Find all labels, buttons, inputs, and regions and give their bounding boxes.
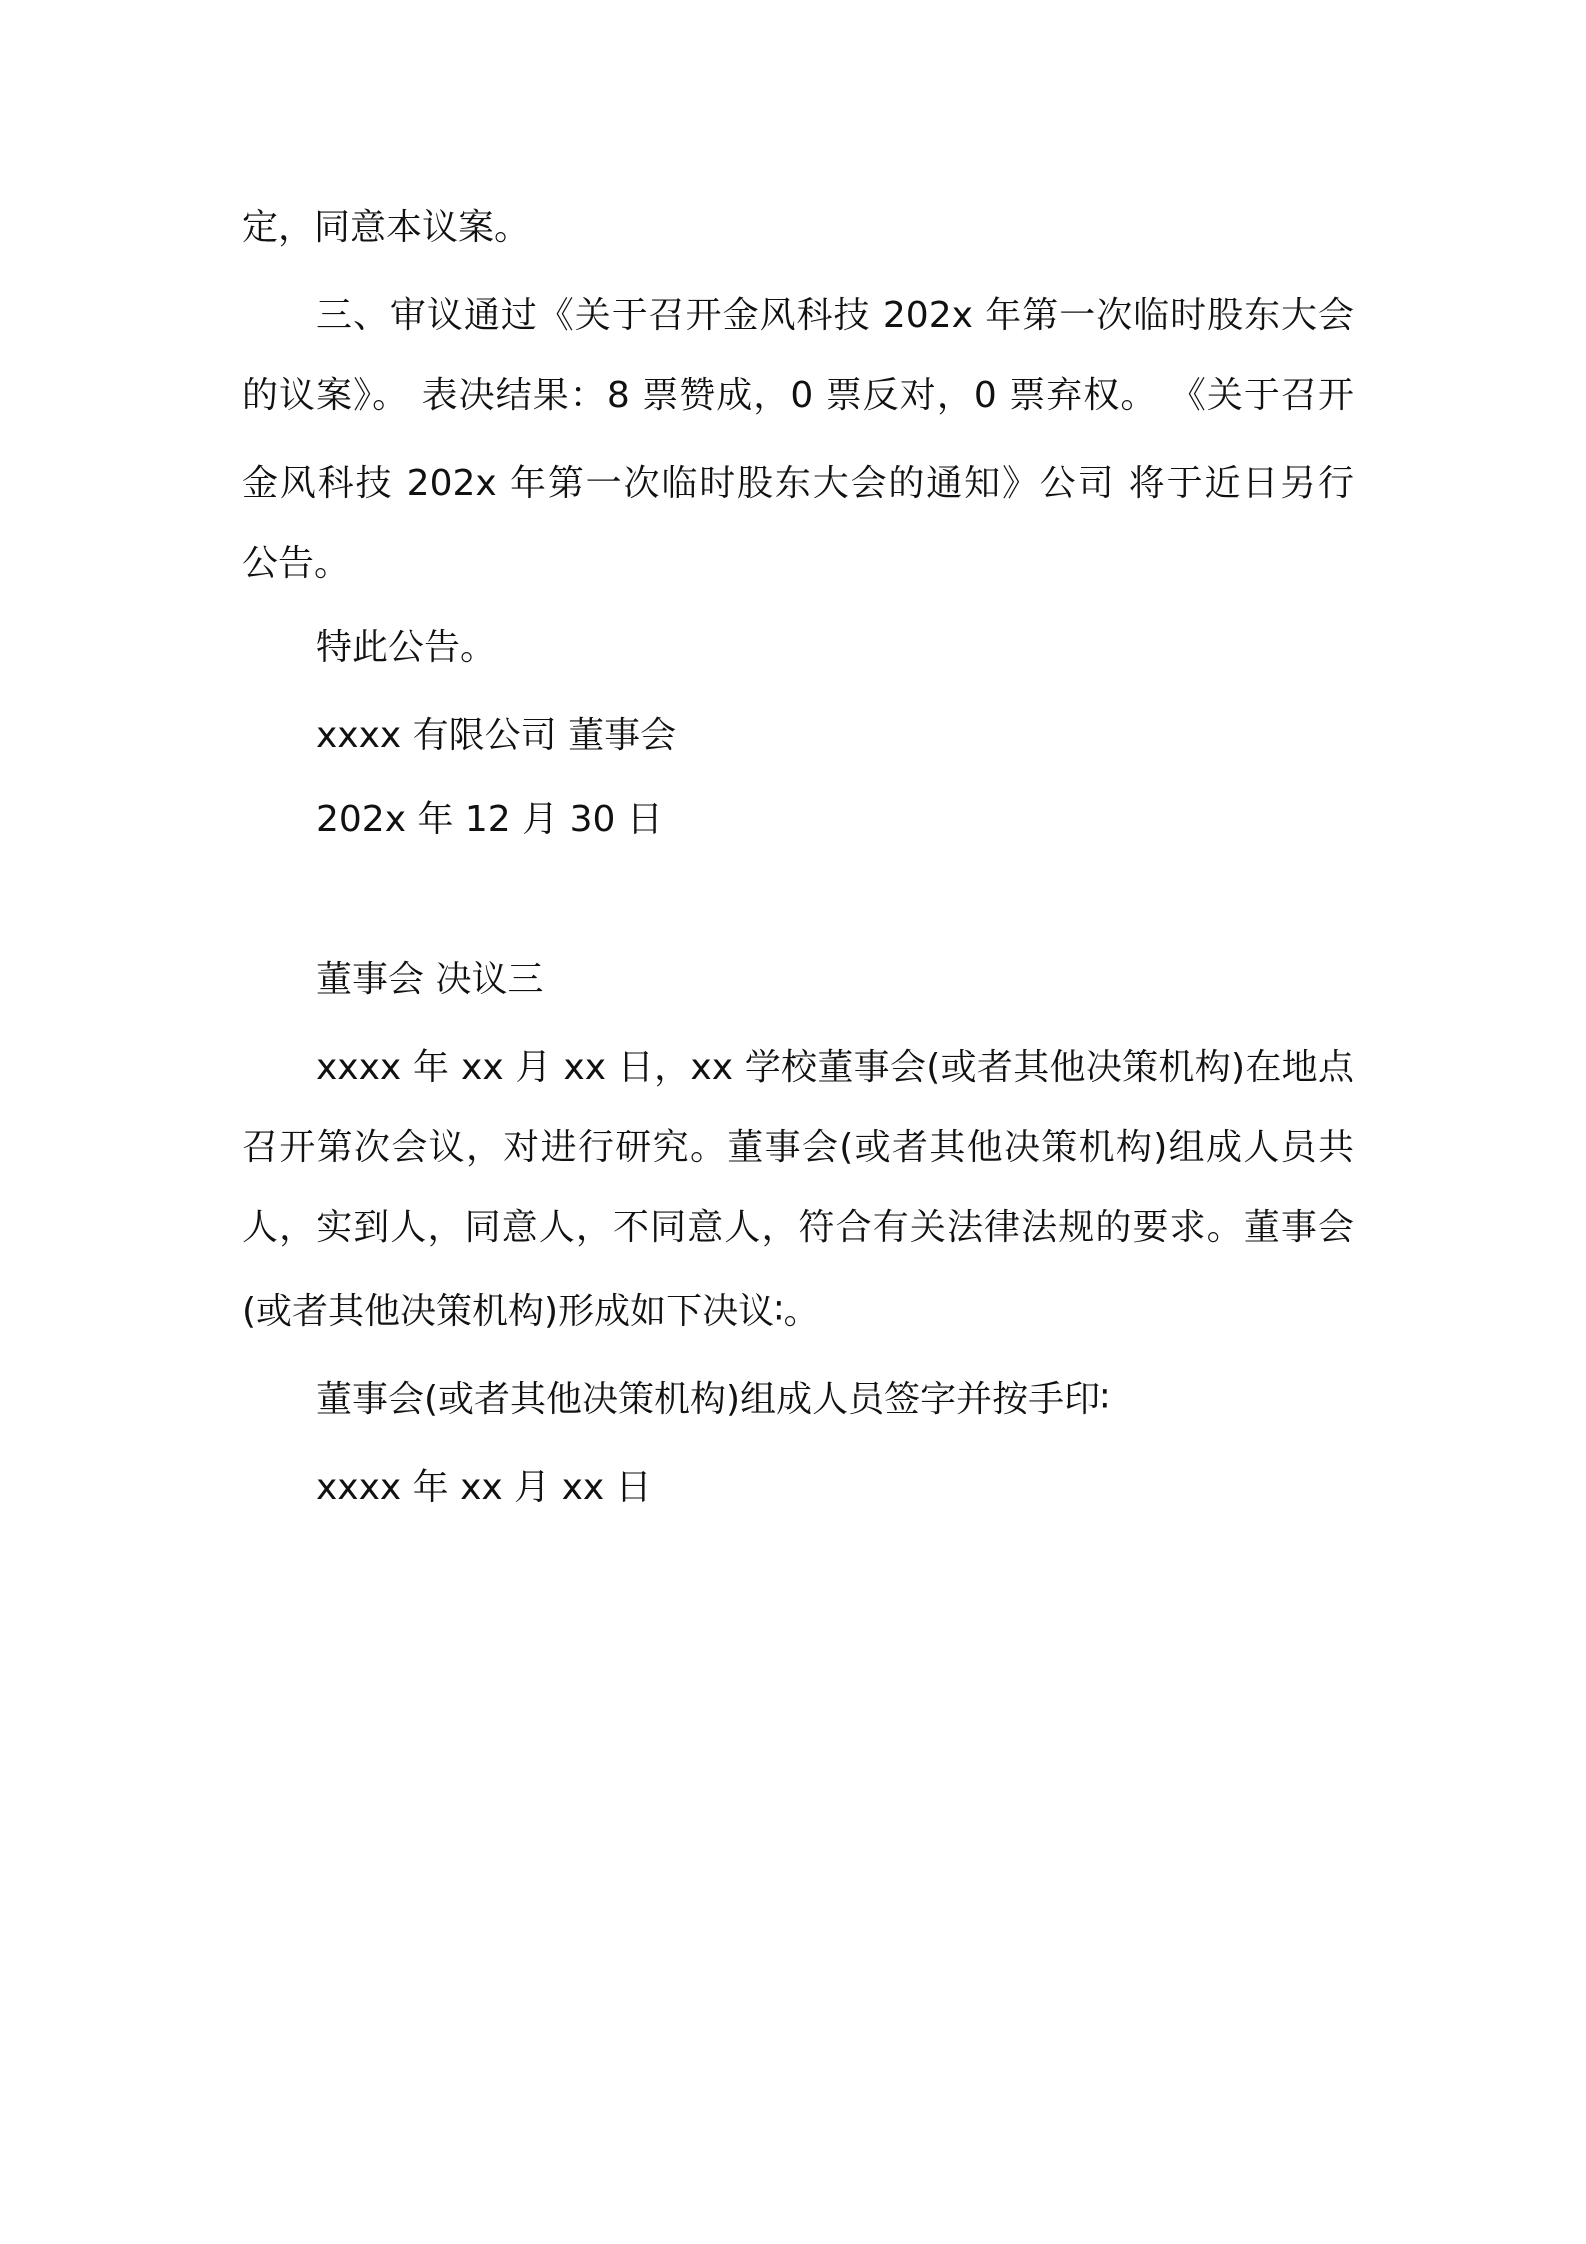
signature-date: 202x 年 12 月 30 日	[316, 799, 663, 840]
paragraph-line: 定，同意本议案。	[242, 207, 531, 248]
paragraph-line: (或者其他决策机构)形成如下决议∶。	[242, 1291, 820, 1332]
paragraph-line: 公告。	[242, 543, 351, 584]
resolution-date: xxxx 年 xx 月 xx 日	[316, 1467, 652, 1508]
signature-company: xxxx 有限公司 董事会	[316, 715, 677, 756]
paragraph-line: 三、审议通过《关于召开金风科技 202x 年第一次临时股东大会	[316, 295, 1354, 336]
paragraph-line: 的议案》。 表决结果：8 票赞成，0 票反对，0 票弃权。 《关于召开	[242, 375, 1354, 416]
section-title: 董事会 决议三	[316, 959, 544, 1000]
paragraph-line: 召开第次会议，对进行研究。董事会(或者其他决策机构)组成人员共	[242, 1127, 1354, 1168]
paragraph-line: 人，实到人，同意人，不同意人，符合有关法律法规的要求。董事会	[242, 1207, 1354, 1248]
paragraph-line: 金风科技 202x 年第一次临时股东大会的通知》公司 将于近日另行	[242, 463, 1354, 504]
signature-instruction: 董事会(或者其他决策机构)组成人员签字并按手印∶	[316, 1379, 1110, 1420]
paragraph-line: xxxx 年 xx 月 xx 日，xx 学校董事会(或者其他决策机构)在地点	[316, 1047, 1354, 1088]
notice-text: 特此公告。	[316, 627, 497, 668]
